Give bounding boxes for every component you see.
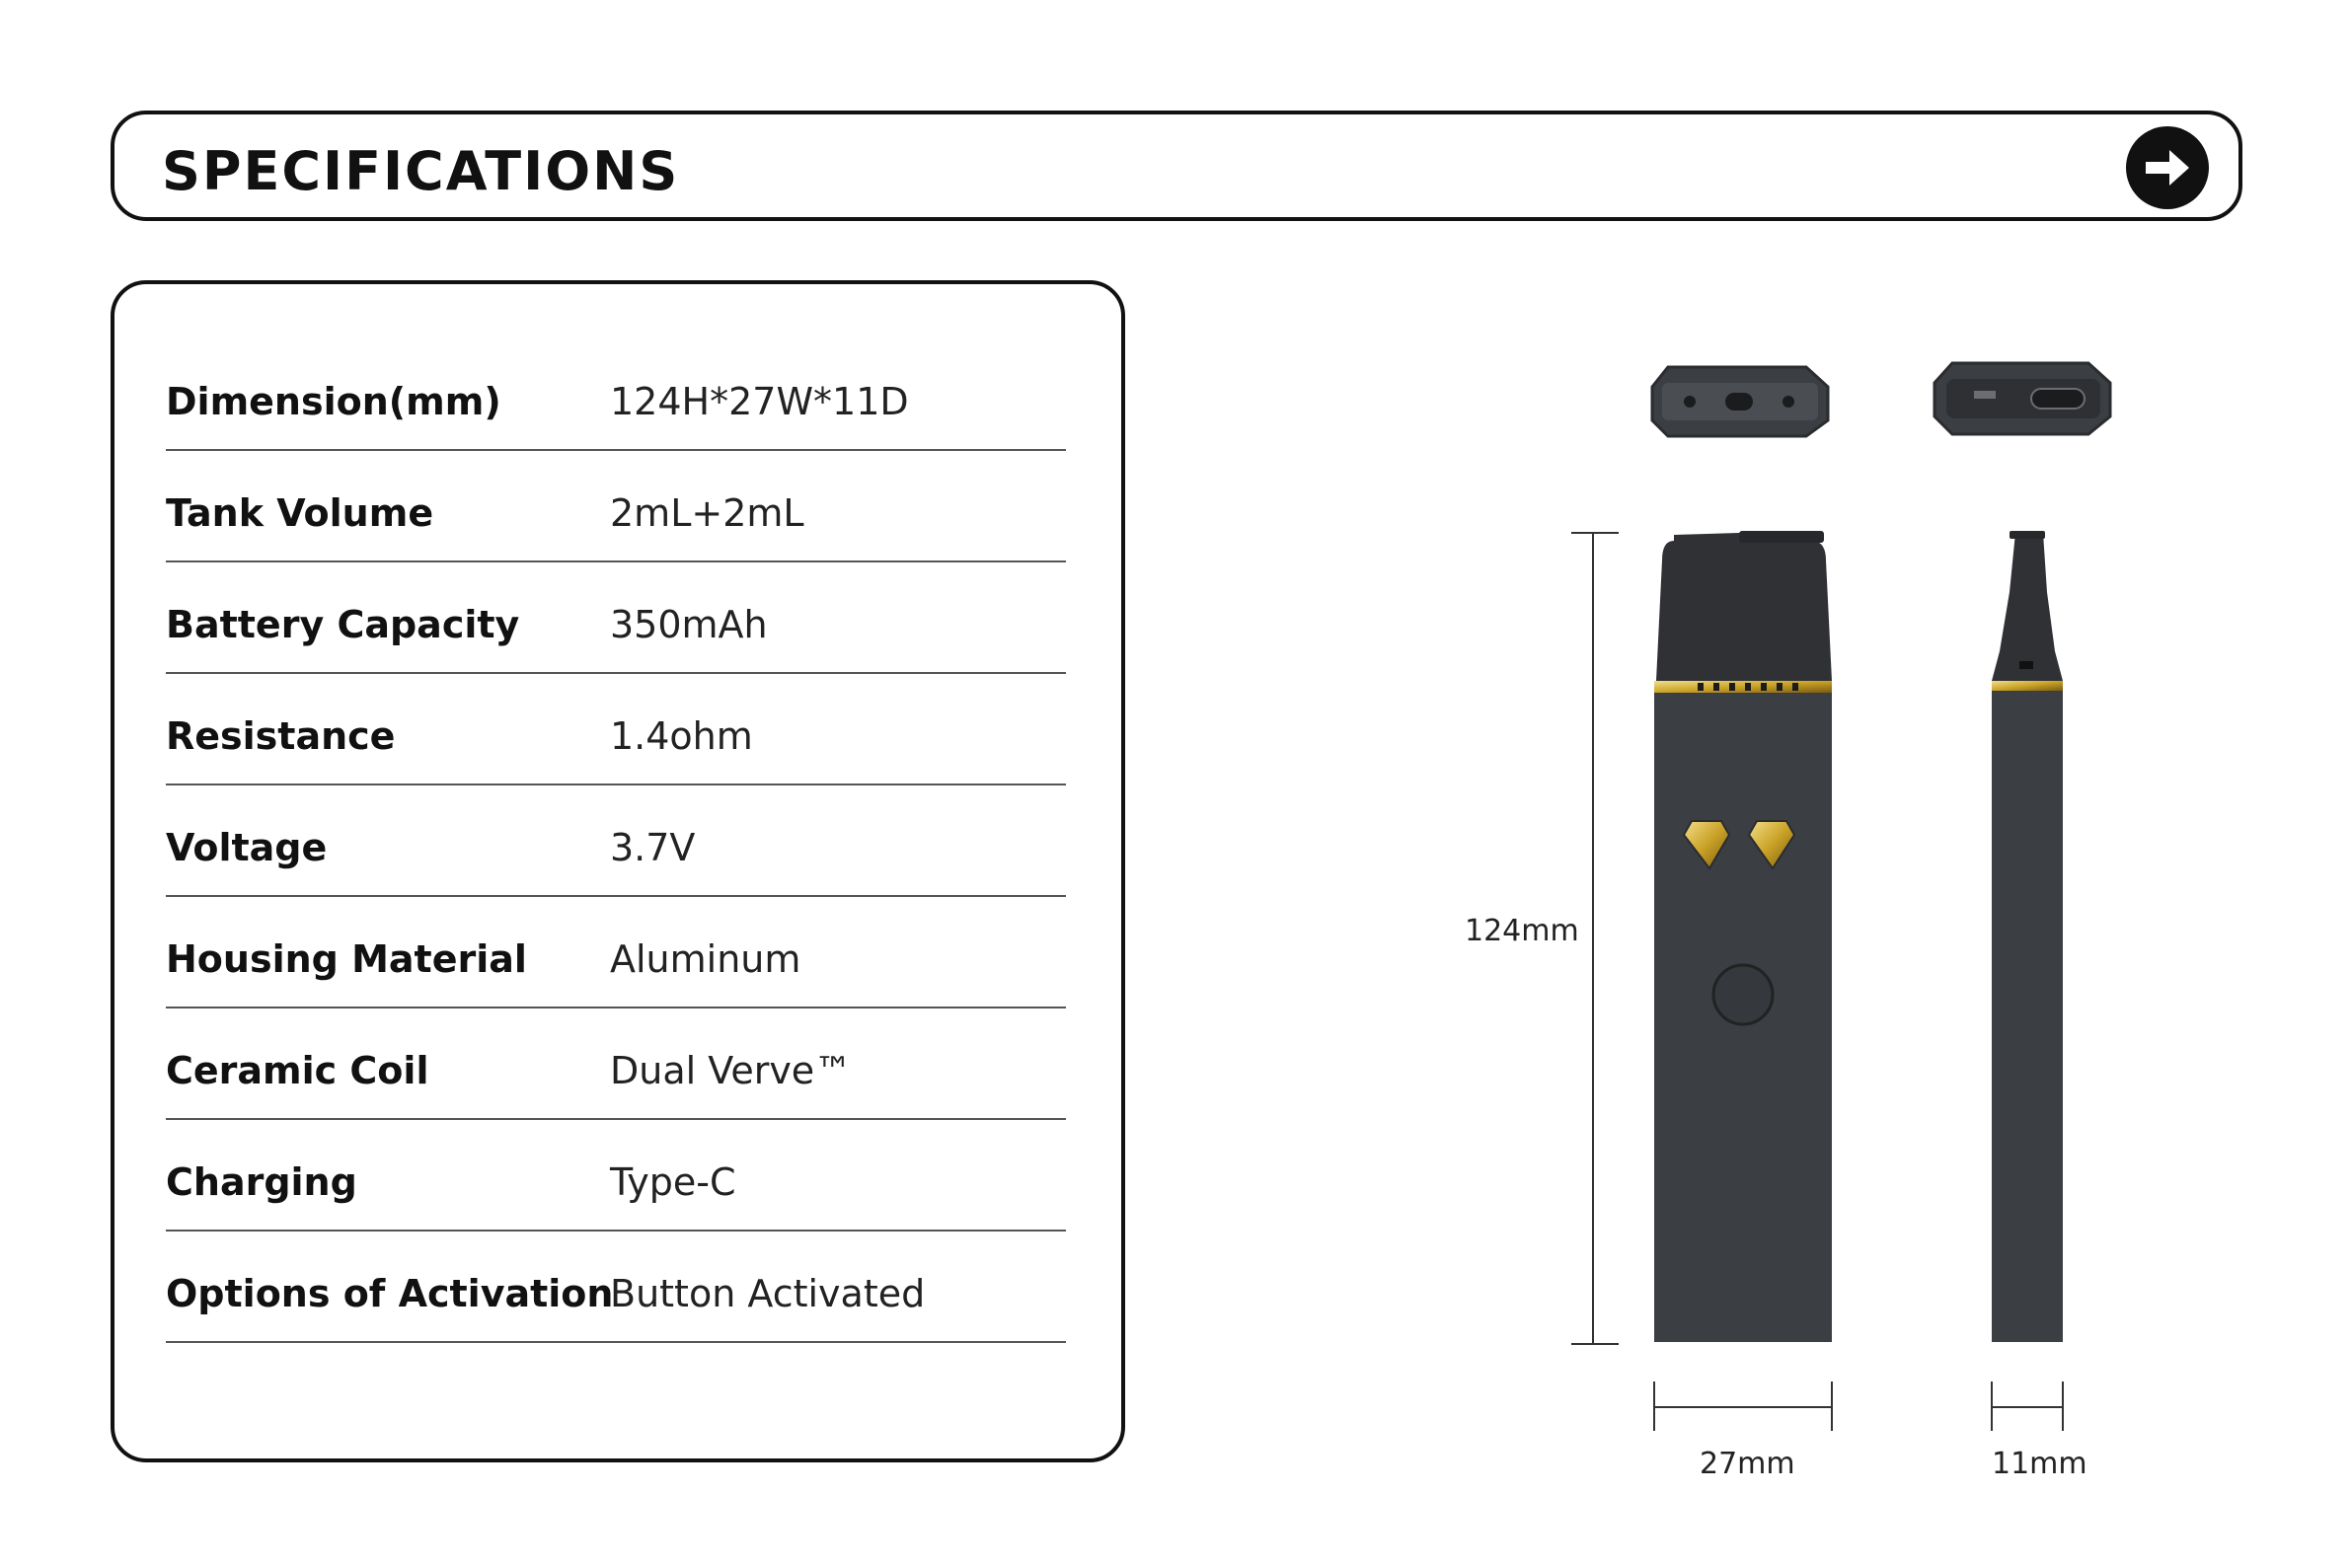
spec-table — [111, 280, 1125, 1462]
depth-dimension-label: 11mm — [1992, 1447, 2087, 1481]
width-dimension-label: 27mm — [1700, 1447, 1795, 1481]
spec-row-dimension — [166, 337, 1066, 451]
page-title: SPECIFICATIONS — [162, 140, 680, 202]
spec-value: 1.4ohm — [610, 714, 753, 758]
spec-label: Voltage — [166, 826, 328, 869]
spec-row-battery-capacity — [166, 560, 1066, 674]
spec-row-resistance — [166, 672, 1066, 785]
spec-row-charging — [166, 1118, 1066, 1232]
device-bottom-view-usb — [1934, 363, 2110, 434]
spec-value: Dual Verve™ — [610, 1049, 853, 1092]
specifications-header — [111, 111, 2242, 221]
spec-value: Aluminum — [610, 937, 801, 981]
spec-row-activation — [166, 1230, 1066, 1343]
spec-value: Type-C — [610, 1160, 736, 1204]
spec-label: Tank Volume — [166, 491, 434, 535]
spec-row-tank-volume — [166, 449, 1066, 562]
spec-label: Resistance — [166, 714, 396, 758]
device-side-view — [1992, 531, 2063, 1342]
spec-row-ceramic-coil — [166, 1007, 1066, 1120]
spec-label: Dimension(mm) — [166, 380, 501, 423]
spec-value: 350mAh — [610, 603, 768, 646]
spec-label: Ceramic Coil — [166, 1049, 429, 1092]
device-top-view-front — [1652, 367, 1828, 436]
arrow-right-icon[interactable] — [2126, 126, 2209, 209]
device-front-view — [1654, 531, 1832, 1342]
spec-value: 3.7V — [610, 826, 696, 869]
spec-label: Housing Material — [166, 937, 527, 981]
height-dimension-label: 124mm — [1465, 914, 1579, 948]
spec-label: Options of Activation — [166, 1272, 614, 1315]
spec-label: Charging — [166, 1160, 357, 1204]
spec-value: 2mL+2mL — [610, 491, 804, 535]
spec-row-voltage — [166, 784, 1066, 897]
spec-row-housing-material — [166, 895, 1066, 1008]
spec-value: 124H*27W*11D — [610, 380, 909, 423]
spec-label: Battery Capacity — [166, 603, 520, 646]
spec-value: Button Activated — [610, 1272, 926, 1315]
dimension-lines — [1571, 533, 2063, 1431]
